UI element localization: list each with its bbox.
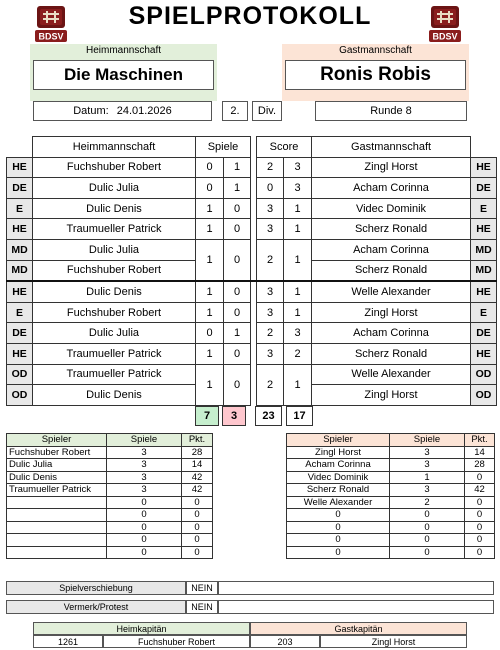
match-row <box>7 239 497 260</box>
games-home: 1 <box>196 302 224 323</box>
player-games: 0 <box>390 534 465 547</box>
home-team-name: Die Maschinen <box>33 60 214 90</box>
total-points-away: 17 <box>286 406 313 426</box>
player-games: 0 <box>107 496 182 509</box>
player-games: 0 <box>107 534 182 547</box>
player-points: 0 <box>182 509 213 522</box>
away-player-row <box>287 471 495 484</box>
match-type-away: E <box>471 198 497 219</box>
player-points: 0 <box>465 471 495 484</box>
home-player-name: Dulic Denis <box>33 385 196 406</box>
header-away: Gastmannschaft <box>312 137 471 158</box>
away-player-row <box>287 546 495 559</box>
home-captain-id: 1261 <box>33 635 103 648</box>
score-away: 1 <box>284 302 312 323</box>
player-games: 0 <box>107 546 182 559</box>
match-type-home: HE <box>7 157 33 178</box>
player-points: 42 <box>182 484 213 497</box>
match-type-away: OD <box>471 385 497 406</box>
player-name: Fuchshuber Robert <box>7 446 107 459</box>
away-player-header-name: Spieler <box>287 434 390 447</box>
score-away: 1 <box>284 364 312 405</box>
player-points: 0 <box>182 521 213 534</box>
away-team-label: Gastmannschaft <box>339 45 412 56</box>
total-games-home: 7 <box>195 406 219 426</box>
match-type-away: MD <box>471 260 497 281</box>
away-player-name: Welle Alexander <box>312 281 471 302</box>
player-games: 0 <box>107 509 182 522</box>
match-row <box>7 323 497 344</box>
player-points: 0 <box>465 521 495 534</box>
match-row <box>7 343 497 364</box>
score-home: 3 <box>257 281 284 302</box>
player-games: 3 <box>107 471 182 484</box>
player-name: Videc Dominik <box>287 471 390 484</box>
total-games-away: 3 <box>222 406 246 426</box>
away-player-name: Acham Corinna <box>312 239 471 260</box>
player-games: 0 <box>390 509 465 522</box>
player-games: 3 <box>107 459 182 472</box>
player-name: 0 <box>287 534 390 547</box>
player-name <box>7 521 107 534</box>
games-away: 1 <box>224 178 251 199</box>
player-name <box>7 534 107 547</box>
match-type-away: OD <box>471 364 497 385</box>
player-points: 0 <box>465 534 495 547</box>
date-value: 24.01.2026 <box>116 105 172 117</box>
match-row <box>7 219 497 240</box>
home-player-table <box>6 433 213 559</box>
away-player-row <box>287 459 495 472</box>
games-home: 1 <box>196 198 224 219</box>
home-player-row <box>7 471 213 484</box>
header-games: Spiele <box>196 137 251 158</box>
match-type-home: E <box>7 302 33 323</box>
home-player-row <box>7 509 213 522</box>
home-player-header-games: Spiele <box>107 434 182 447</box>
away-player-row <box>287 484 495 497</box>
score-home: 0 <box>257 178 284 199</box>
home-player-header-points: Pkt. <box>182 434 213 447</box>
player-games: 0 <box>107 521 182 534</box>
away-player-name: Scherz Ronald <box>312 260 471 281</box>
match-type-away: MD <box>471 239 497 260</box>
match-type-home: DE <box>7 178 33 199</box>
player-name: 0 <box>287 521 390 534</box>
home-team-block <box>30 44 217 101</box>
home-player-name: Dulic Julia <box>33 178 196 199</box>
away-team-block <box>282 44 469 101</box>
match-row <box>7 198 497 219</box>
score-away: 3 <box>284 157 312 178</box>
score-away: 1 <box>284 219 312 240</box>
player-games: 3 <box>390 459 465 472</box>
home-player-name: Fuchshuber Robert <box>33 157 196 178</box>
player-name: Dulic Julia <box>7 459 107 472</box>
home-player-row <box>7 459 213 472</box>
postponement-label: Spielverschiebung <box>6 581 186 595</box>
player-name <box>7 496 107 509</box>
match-row <box>7 302 497 323</box>
player-name: 0 <box>287 509 390 522</box>
away-player-name: Scherz Ronald <box>312 219 471 240</box>
protest-value: NEIN <box>186 600 218 614</box>
score-home: 2 <box>257 323 284 344</box>
away-player-name: Acham Corinna <box>312 178 471 199</box>
away-captain-id: 203 <box>250 635 320 648</box>
player-points: 0 <box>182 496 213 509</box>
division-number: 2. <box>222 101 248 121</box>
away-player-name: Zingl Horst <box>312 302 471 323</box>
games-home: 1 <box>196 343 224 364</box>
protest-note <box>218 600 494 614</box>
match-row <box>7 281 497 302</box>
player-games: 3 <box>107 484 182 497</box>
player-points: 14 <box>182 459 213 472</box>
home-player-row <box>7 546 213 559</box>
score-away: 2 <box>284 343 312 364</box>
player-points: 28 <box>465 459 495 472</box>
postponement-note <box>218 581 494 595</box>
date-label: Datum: <box>73 105 109 117</box>
away-player-row <box>287 446 495 459</box>
page-title: SPIELPROTOKOLL <box>128 2 372 30</box>
away-player-name: Zingl Horst <box>312 385 471 406</box>
total-points-home: 23 <box>255 406 282 426</box>
away-player-row <box>287 521 495 534</box>
player-points: 42 <box>465 484 495 497</box>
games-home: 1 <box>196 281 224 302</box>
svg-text:BDSV: BDSV <box>432 31 458 42</box>
player-games: 2 <box>390 496 465 509</box>
match-type-home: OD <box>7 364 33 385</box>
player-points: 0 <box>465 546 495 559</box>
match-type-home: MD <box>7 239 33 260</box>
score-home: 3 <box>257 343 284 364</box>
home-player-row <box>7 446 213 459</box>
match-type-away: DE <box>471 178 497 199</box>
player-name: Dulic Denis <box>7 471 107 484</box>
player-points: 0 <box>182 534 213 547</box>
games-home: 0 <box>196 157 224 178</box>
games-home: 1 <box>196 239 224 281</box>
date-box <box>33 101 212 121</box>
away-captain-name: Zingl Horst <box>320 635 467 648</box>
player-games: 0 <box>390 546 465 559</box>
player-points: 0 <box>465 509 495 522</box>
match-type-away: DE <box>471 323 497 344</box>
player-games: 1 <box>390 471 465 484</box>
home-captain-label: Heimkapitän <box>33 622 250 635</box>
player-points: 14 <box>465 446 495 459</box>
match-table <box>6 136 497 406</box>
home-player-name: Dulic Denis <box>33 281 196 302</box>
player-name: Welle Alexander <box>287 496 390 509</box>
score-home: 2 <box>257 239 284 281</box>
home-player-name: Dulic Julia <box>33 323 196 344</box>
games-away: 0 <box>224 239 251 281</box>
games-away: 0 <box>224 364 251 405</box>
player-games: 0 <box>390 521 465 534</box>
player-name: Zingl Horst <box>287 446 390 459</box>
away-player-row <box>287 534 495 547</box>
games-away: 0 <box>224 302 251 323</box>
score-away: 3 <box>284 323 312 344</box>
score-home: 2 <box>257 157 284 178</box>
score-away: 1 <box>284 281 312 302</box>
match-type-home: HE <box>7 281 33 302</box>
score-away: 1 <box>284 198 312 219</box>
match-type-away: HE <box>471 281 497 302</box>
away-player-row <box>287 509 495 522</box>
away-player-header-games: Spiele <box>390 434 465 447</box>
home-player-name: Dulic Denis <box>33 198 196 219</box>
away-player-name: Scherz Ronald <box>312 343 471 364</box>
player-games: 3 <box>390 446 465 459</box>
home-player-name: Traumueller Patrick <box>33 364 196 385</box>
home-player-name: Fuchshuber Robert <box>33 302 196 323</box>
games-away: 0 <box>224 219 251 240</box>
match-type-home: HE <box>7 219 33 240</box>
match-type-away: E <box>471 302 497 323</box>
score-home: 3 <box>257 219 284 240</box>
away-player-name: Videc Dominik <box>312 198 471 219</box>
home-player-row <box>7 484 213 497</box>
home-player-row <box>7 521 213 534</box>
division-label: Div. <box>252 101 282 121</box>
away-player-name: Acham Corinna <box>312 323 471 344</box>
score-away: 1 <box>284 239 312 281</box>
games-home: 0 <box>196 178 224 199</box>
header-score: Score <box>257 137 312 158</box>
player-name: 0 <box>287 546 390 559</box>
header-home: Heimmannschaft <box>33 137 196 158</box>
away-player-name: Welle Alexander <box>312 364 471 385</box>
games-away: 0 <box>224 198 251 219</box>
player-games: 3 <box>107 446 182 459</box>
player-name: Acham Corinna <box>287 459 390 472</box>
home-player-name: Fuchshuber Robert <box>33 260 196 281</box>
player-name: Traumueller Patrick <box>7 484 107 497</box>
home-player-name: Dulic Julia <box>33 239 196 260</box>
games-away: 0 <box>224 343 251 364</box>
svg-text:BDSV: BDSV <box>38 31 64 42</box>
home-captain-name: Fuchshuber Robert <box>103 635 250 648</box>
player-points: 42 <box>182 471 213 484</box>
games-away: 0 <box>224 281 251 302</box>
score-home: 3 <box>257 198 284 219</box>
away-player-name: Zingl Horst <box>312 157 471 178</box>
match-type-home: HE <box>7 343 33 364</box>
games-home: 1 <box>196 364 224 405</box>
player-name <box>7 509 107 522</box>
home-player-header-name: Spieler <box>7 434 107 447</box>
games-away: 1 <box>224 157 251 178</box>
player-points: 0 <box>182 546 213 559</box>
player-name <box>7 546 107 559</box>
match-table-header <box>7 137 497 158</box>
home-player-name: Traumueller Patrick <box>33 219 196 240</box>
protest-label: Vermerk/Protest <box>6 600 186 614</box>
match-type-home: OD <box>7 385 33 406</box>
score-away: 3 <box>284 178 312 199</box>
away-captain-label: Gastkapitän <box>250 622 467 635</box>
player-games: 3 <box>390 484 465 497</box>
match-type-home: MD <box>7 260 33 281</box>
player-points: 28 <box>182 446 213 459</box>
match-type-home: DE <box>7 323 33 344</box>
away-team-name: Ronis Robis <box>285 60 466 90</box>
home-player-name: Traumueller Patrick <box>33 343 196 364</box>
player-points: 0 <box>465 496 495 509</box>
player-name: Scherz Ronald <box>287 484 390 497</box>
home-player-row <box>7 534 213 547</box>
away-player-table <box>286 433 495 559</box>
match-type-home: E <box>7 198 33 219</box>
games-home: 1 <box>196 219 224 240</box>
match-row <box>7 178 497 199</box>
match-row <box>7 157 497 178</box>
match-type-away: HE <box>471 343 497 364</box>
away-player-row <box>287 496 495 509</box>
away-player-header-points: Pkt. <box>465 434 495 447</box>
postponement-value: NEIN <box>186 581 218 595</box>
match-type-away: HE <box>471 219 497 240</box>
home-player-row <box>7 496 213 509</box>
games-home: 0 <box>196 323 224 344</box>
round-box: Runde 8 <box>315 101 467 121</box>
match-type-away: HE <box>471 157 497 178</box>
match-row <box>7 364 497 385</box>
home-team-label: Heimmannschaft <box>85 45 162 56</box>
games-away: 1 <box>224 323 251 344</box>
score-home: 3 <box>257 302 284 323</box>
score-home: 2 <box>257 364 284 405</box>
